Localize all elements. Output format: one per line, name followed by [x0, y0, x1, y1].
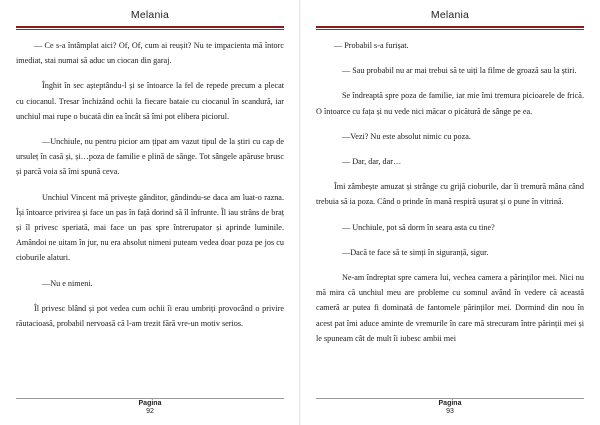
page-label: Pagina [438, 400, 462, 407]
paragraph: Unchiul Vincent mă privește gânditor, gândindu-se daca am luat-o razna. Își întoarce privirea și face un pas în față dorind să îl înfrunte. Îl iau strâns de braț și îl privesc speriată, mai face un pas spre întrerupator și aprinde luminile. Amândoi ne uitam în jur, nu era absolut nimeni puteam vedea doar poza pe jos cu cioburile alaturi. [16, 192, 284, 263]
paragraph: — Ce s-a întâmplat aici? Of, Of, cum ai reușit? Nu te impacienta mă întorc imediat, stai numai să aduc un ciocan din garaj. [16, 41, 284, 66]
left-page [16, 0, 284, 425]
page-label: Pagina [138, 400, 162, 407]
paragraph: Înghit în sec așteptându-l și se întoarce la fel de repede precum a plecat cu ciocanul. Tresar închizând ochii la fiecare bataie cu ciocanul în scandură, iar unchiul mai rupe o bucată din ea încât să îmi pot elibera piciorul. [16, 81, 284, 121]
header-rule-gray [316, 29, 584, 30]
book-gutter [299, 0, 301, 425]
paragraph: Îmi zâmbește amuzat și strânge cu grijă cioburile, dar îi tremură mâna când trebuia să ia poza. Când o prinde în mană respiră ușurat și o pune în vitrină. [316, 182, 584, 207]
paragraph: Ne-am îndreptat spre camera lui, vechea camera a părinților mei. Nici nu mă mira că unchiul meu are probleme cu somnul având în vedere că această cameră ar putea fi dominată de fantomele părinților mei. Dormind din nou în acest pat îmi aduce aminte de vremurile în care mă strecuram între părinții mei și le spuneam cât de mult îi iubesc ambii mei [316, 273, 584, 343]
paragraph: Îl privesc blând și pot vedea cum ochii îi erau umbriți provocând o privire răutacioasă, probabil nervoasă că l-am trezit fără vre-un motiv serios. [16, 303, 284, 329]
header-rule-red [316, 26, 584, 28]
paragraph: —Vezi? Nu este absolut nimic cu poza. [342, 131, 471, 141]
page-number: 93 [446, 408, 454, 415]
paragraph: — Sau probabil nu ar mai trebui să te uiți la filme de groază sau la știri. [342, 66, 577, 76]
left-page-body [16, 38, 284, 341]
running-title: Melania [130, 9, 170, 21]
paragraph: — Dar, dar, dar… [342, 157, 402, 167]
paragraph: — Probabil s-a furișat. [334, 41, 409, 50]
left-page-footer [16, 393, 284, 423]
paragraph: Se îndreaptă spre poza de familie, iar mie îmi tremura picioarele de frică. O întoarce cu fața și nu vede nici măcar o picătură de sânge pe ea. [316, 91, 584, 116]
left-page-header [16, 0, 284, 32]
paragraph: —Dacă te face să te simți în siguranță, sigur. [342, 247, 489, 257]
running-title: Melania [430, 9, 470, 21]
paragraph: —Nu e nimeni. [42, 278, 93, 288]
paragraph: — Unchiule, pot să dorm în seara asta cu tine? [342, 222, 495, 232]
right-page-body [316, 38, 584, 356]
header-rule-gray [16, 29, 284, 30]
right-page-footer [316, 393, 584, 423]
header-rule-red [16, 26, 284, 28]
right-page [316, 0, 584, 425]
footer-rule [316, 398, 584, 399]
footer-rule [16, 398, 284, 399]
paragraph: —Unchiule, nu pentru picior am țipat am vazut tipul de la știri cu cap de ursuleț în casă și, și…poza de familie e plină de sânge. Tot sângele apăruse brusc și parcă voia să îmi spună ceva. [16, 137, 284, 177]
page-number: 92 [146, 408, 154, 415]
right-page-header [316, 0, 584, 32]
